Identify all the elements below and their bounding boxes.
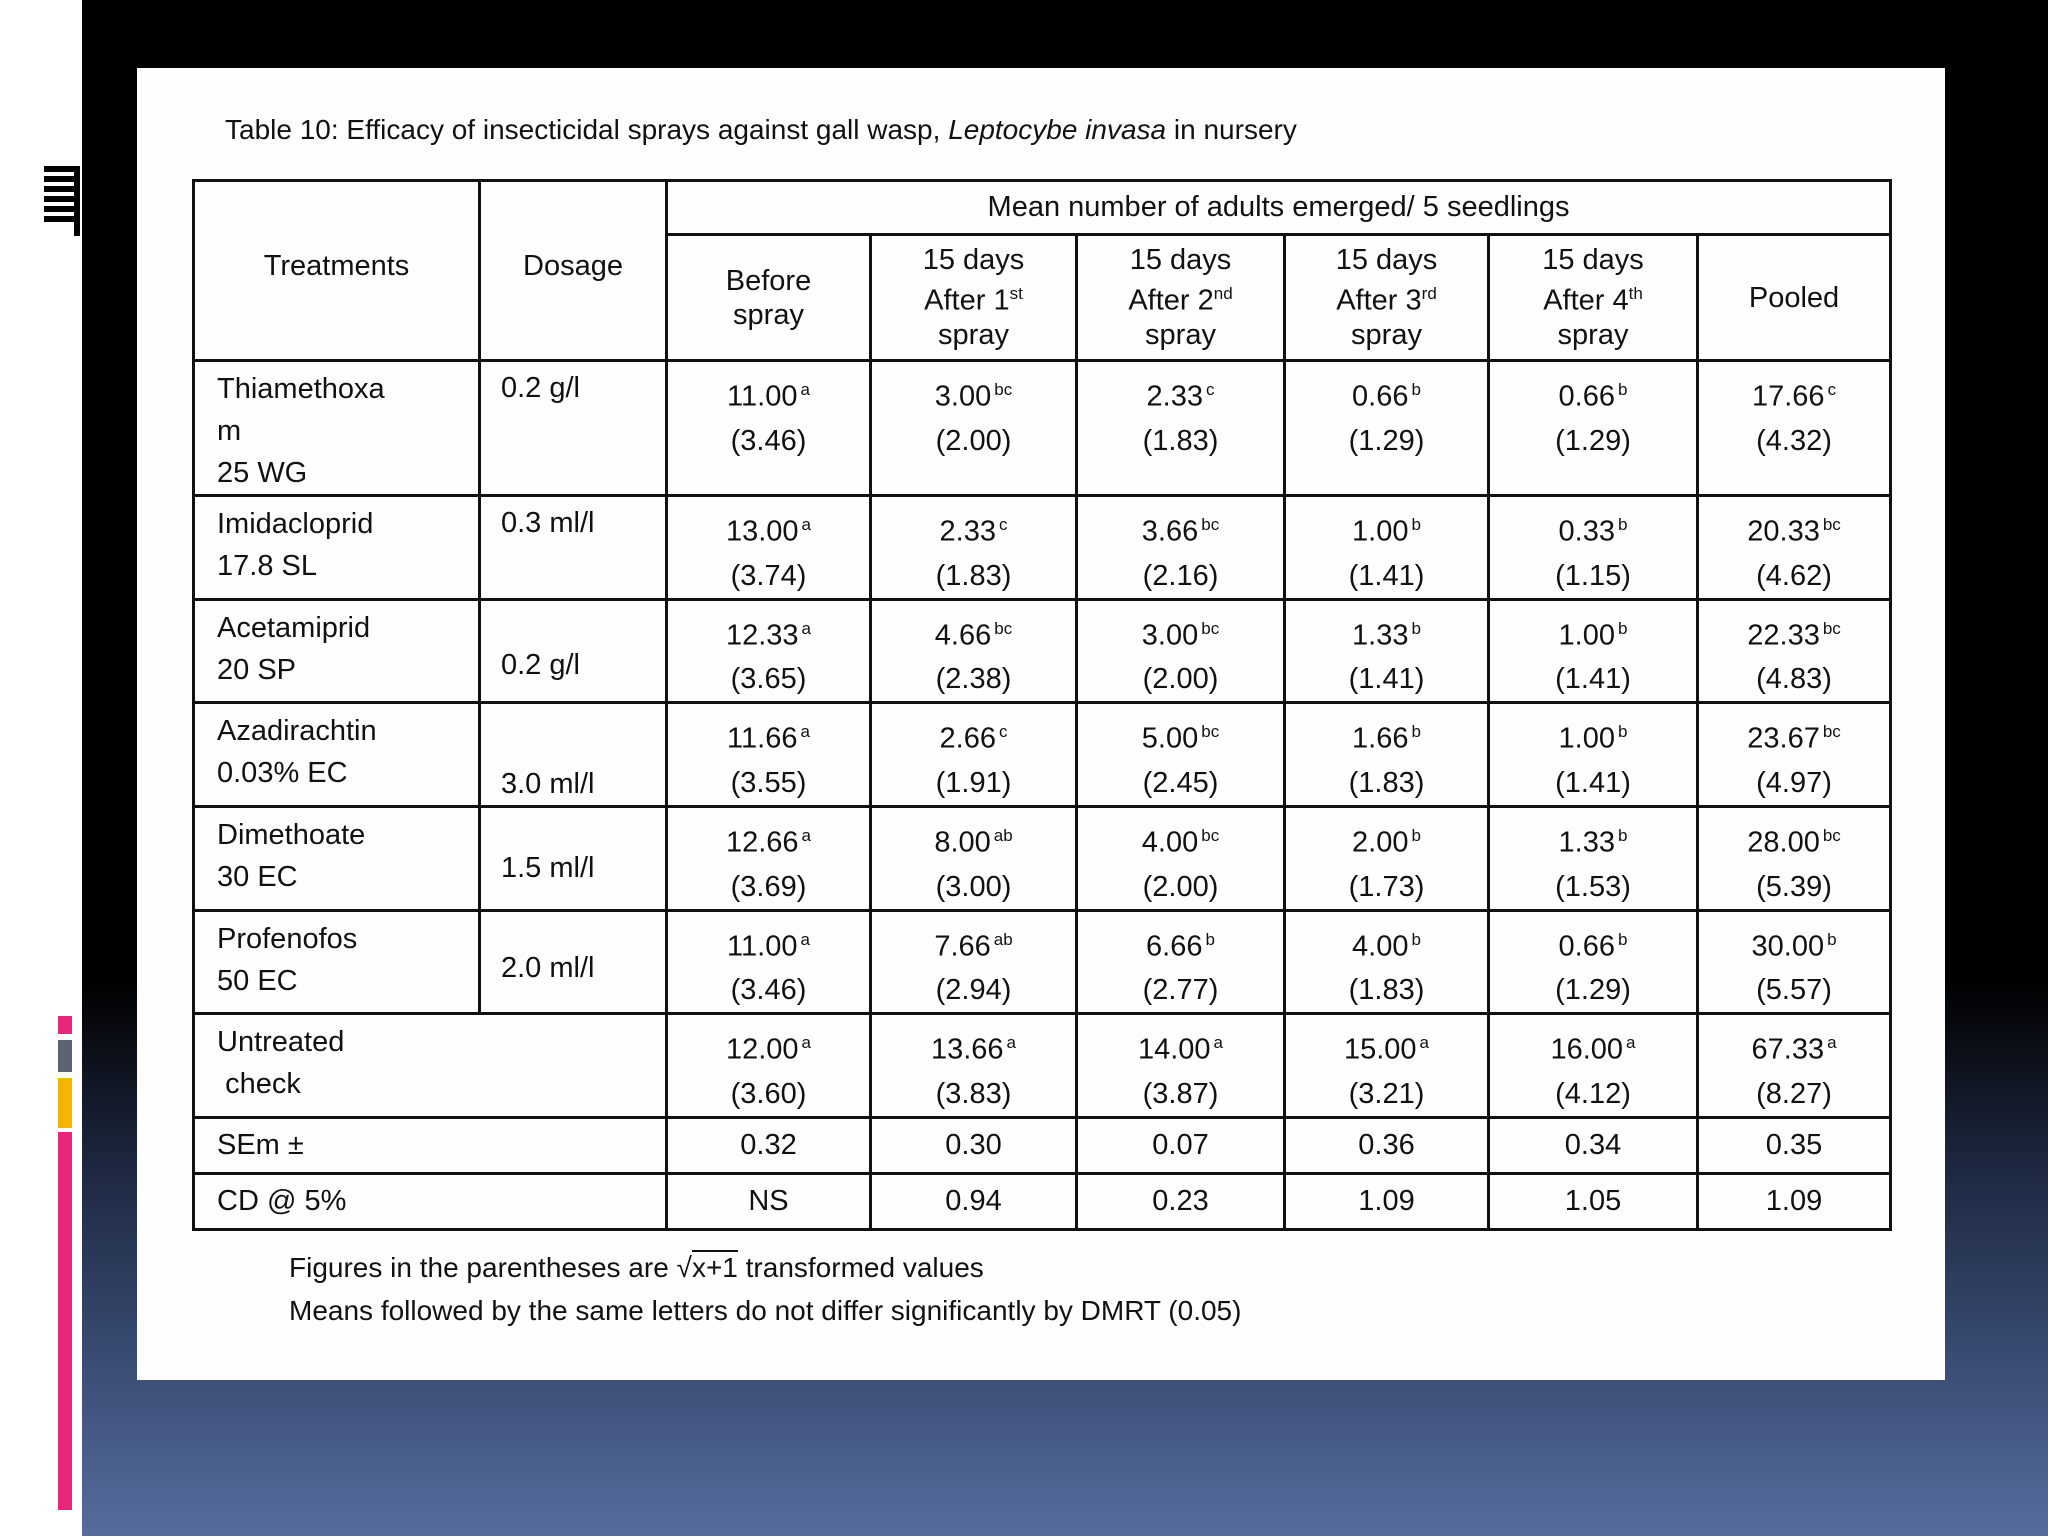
- dosage-value: 0.3 ml/l: [480, 496, 667, 600]
- dosage-value: 3.0 ml/l: [480, 703, 667, 807]
- table-caption: Table 10: Efficacy of insecticidal sprays against gall wasp, Leptocybe invasa in nursery: [225, 114, 1297, 145]
- value-cell: 4.00 $^b$ (1.83): [1285, 910, 1489, 1014]
- table-row: [194, 599, 1891, 703]
- value-cell: 3.00 $^{bc}$ (2.00): [1077, 599, 1285, 703]
- sem-label: SEm ±: [194, 1117, 667, 1173]
- value-cell: 0.33 $^b$ (1.15): [1489, 496, 1698, 600]
- value-cell: 30.00 $^b$ (5.57): [1698, 910, 1891, 1014]
- value-cell: 6.66 $^b$ (2.77): [1077, 910, 1285, 1014]
- value-cell: 14.00 $^a$ (3.87): [1077, 1014, 1285, 1118]
- value-cell: 28.00 $^{bc}$ (5.39): [1698, 806, 1891, 910]
- sem-value: 0.34: [1489, 1117, 1698, 1173]
- accent-bar-gray: [58, 1040, 72, 1072]
- value-cell: 16.00 $^a$ (4.12): [1489, 1014, 1698, 1118]
- dosage-value: 0.2 g/l: [480, 361, 667, 496]
- value-cell: 67.33 $^a$ (8.27): [1698, 1014, 1891, 1118]
- treatment-name: Imidacloprid 17.8 SL: [194, 496, 480, 600]
- value-cell: 2.00 $^b$ (1.73): [1285, 806, 1489, 910]
- value-cell: 17.66 $^c$ (4.32): [1698, 361, 1891, 496]
- value-cell: 0.66 $^b$ (1.29): [1285, 361, 1489, 496]
- dosage-value: 2.0 ml/l: [480, 910, 667, 1014]
- value-cell: 3.66 $^{bc}$ (2.16): [1077, 496, 1285, 600]
- value-cell: 5.00 $^{bc}$ (2.45): [1077, 703, 1285, 807]
- cd-label: CD @ 5%: [194, 1173, 667, 1229]
- value-cell: 1.33 $^b$ (1.41): [1285, 599, 1489, 703]
- accent-bar-pink-small: [58, 1016, 72, 1034]
- treatment-name: Dimethoate 30 EC: [194, 806, 480, 910]
- value-cell: 3.00 $^{bc}$ (2.00): [871, 361, 1077, 496]
- value-cell: 7.66 $^{ab}$ (2.94): [871, 910, 1077, 1014]
- header-after-spray-2: 15 days After 2nd spray: [1077, 235, 1285, 361]
- header-before-spray: Before spray: [667, 235, 871, 361]
- header-dosage: Dosage: [480, 181, 667, 361]
- value-cell: 22.33 $^{bc}$ (4.83): [1698, 599, 1891, 703]
- table-row: [194, 496, 1891, 600]
- value-cell: 4.66 $^{bc}$ (2.38): [871, 599, 1077, 703]
- header-after-spray-3: 15 days After 3rd spray: [1285, 235, 1489, 361]
- header-after-spray-4: 15 days After 4th spray: [1489, 235, 1698, 361]
- treatment-name: Azadirachtin 0.03% EC: [194, 703, 480, 807]
- decorative-lines: [44, 166, 80, 236]
- cd-value: 0.94: [871, 1173, 1077, 1229]
- table-row: [194, 806, 1891, 910]
- value-cell: 2.66 $^c$ (1.91): [871, 703, 1077, 807]
- value-cell: 1.66 $^b$ (1.83): [1285, 703, 1489, 807]
- value-cell: 12.66 $^a$ (3.69): [667, 806, 871, 910]
- value-cell: 11.66 $^a$ (3.55): [667, 703, 871, 807]
- value-cell: 1.00 $^b$ (1.41): [1489, 599, 1698, 703]
- header-after-spray-1: 15 days After 1st spray: [871, 235, 1077, 361]
- dosage-value: 0.2 g/l: [480, 599, 667, 703]
- table-row-cd: [194, 1173, 1891, 1229]
- table-row-sem: [194, 1117, 1891, 1173]
- efficacy-table: [192, 179, 1892, 1231]
- species-name: Leptocybe invasa: [948, 114, 1167, 145]
- value-cell: 2.33 $^c$ (1.83): [1077, 361, 1285, 496]
- table-row: [194, 910, 1891, 1014]
- value-cell: 13.00 $^a$ (3.74): [667, 496, 871, 600]
- treatment-name: Profenofos 50 EC: [194, 910, 480, 1014]
- accent-bar-pink: [58, 1132, 72, 1510]
- value-cell: 1.00 $^b$ (1.41): [1489, 703, 1698, 807]
- cd-value: 1.05: [1489, 1173, 1698, 1229]
- treatment-name: Untreated check: [194, 1014, 667, 1118]
- cd-value: 0.23: [1077, 1173, 1285, 1229]
- header-treatments: Treatments: [194, 181, 480, 361]
- sem-value: 0.30: [871, 1117, 1077, 1173]
- dosage-value: 1.5 ml/l: [480, 806, 667, 910]
- treatment-name: Acetamiprid 20 SP: [194, 599, 480, 703]
- sem-value: 0.36: [1285, 1117, 1489, 1173]
- header-pooled: Pooled: [1698, 235, 1891, 361]
- sem-value: 0.35: [1698, 1117, 1891, 1173]
- header-mean-adults: Mean number of adults emerged/ 5 seedlings: [667, 181, 1891, 235]
- value-cell: 15.00 $^a$ (3.21): [1285, 1014, 1489, 1118]
- sem-value: 0.32: [667, 1117, 871, 1173]
- value-cell: 8.00 $^{ab}$ (3.00): [871, 806, 1077, 910]
- value-cell: 0.66 $^b$ (1.29): [1489, 910, 1698, 1014]
- value-cell: 20.33 $^{bc}$ (4.62): [1698, 496, 1891, 600]
- document-image: [137, 68, 1945, 1380]
- footnote-transformation: Figures in the parentheses are √x+1 transformed values: [289, 1252, 984, 1283]
- accent-bar-gold: [58, 1078, 72, 1128]
- cd-value: 1.09: [1698, 1173, 1891, 1229]
- value-cell: 1.33 $^b$ (1.53): [1489, 806, 1698, 910]
- value-cell: 11.00 $^a$ (3.46): [667, 361, 871, 496]
- value-cell: 12.00 $^a$ (3.60): [667, 1014, 871, 1118]
- sem-value: 0.07: [1077, 1117, 1285, 1173]
- value-cell: 1.00 $^b$ (1.41): [1285, 496, 1489, 600]
- value-cell: 11.00 $^a$ (3.46): [667, 910, 871, 1014]
- value-cell: 4.00 $^{bc}$ (2.00): [1077, 806, 1285, 910]
- table-row: [194, 703, 1891, 807]
- table-row-untreated: [194, 1014, 1891, 1118]
- cd-value: NS: [667, 1173, 871, 1229]
- cd-value: 1.09: [1285, 1173, 1489, 1229]
- value-cell: 23.67 $^{bc}$ (4.97): [1698, 703, 1891, 807]
- value-cell: 2.33 $^c$ (1.83): [871, 496, 1077, 600]
- value-cell: 12.33 $^a$ (3.65): [667, 599, 871, 703]
- table-row: [194, 361, 1891, 496]
- value-cell: 0.66 $^b$ (1.29): [1489, 361, 1698, 496]
- treatment-name: Thiamethoxa m 25 WG: [194, 361, 480, 496]
- footnote-dmrt: Means followed by the same letters do not differ significantly by DMRT (0.05): [289, 1295, 1242, 1326]
- value-cell: 13.66 $^a$ (3.83): [871, 1014, 1077, 1118]
